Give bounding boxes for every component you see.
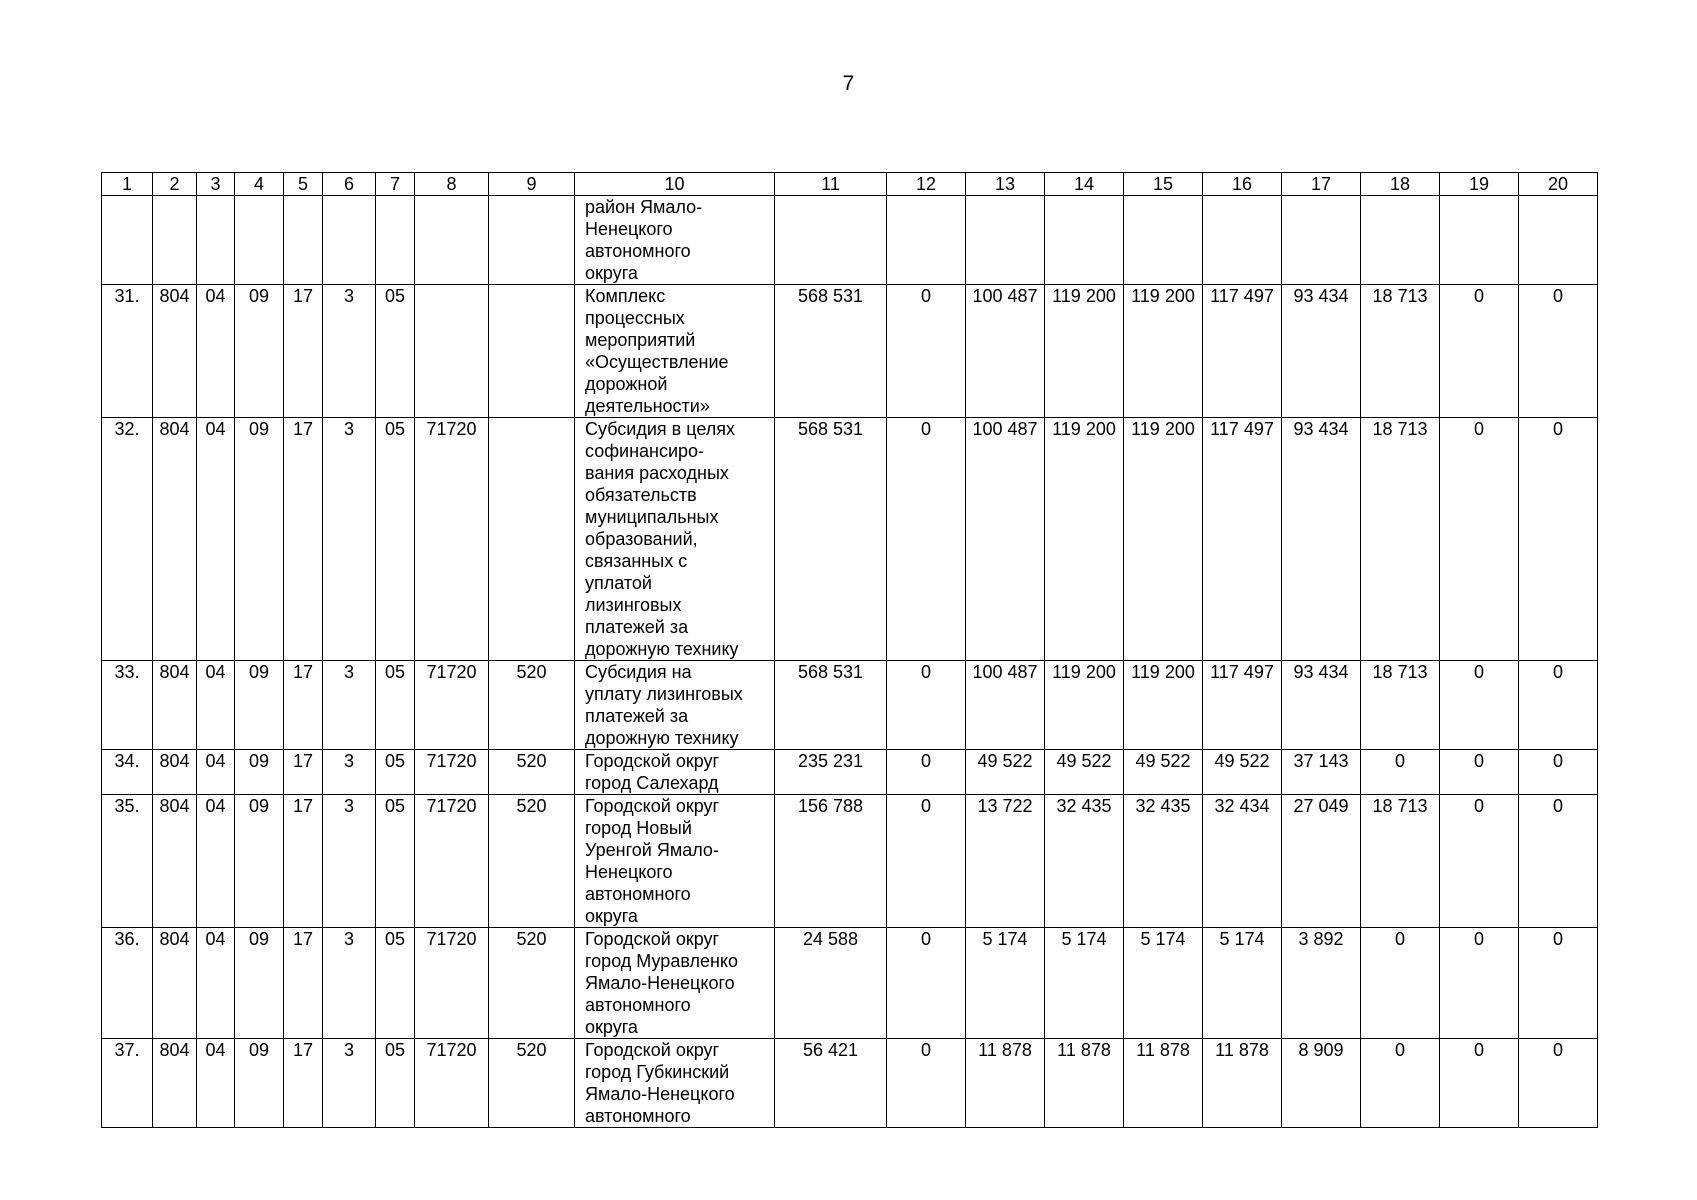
- table-cell-col-1: 33.: [102, 661, 153, 750]
- table-cell-col-10: Городской округ город Салехард: [575, 750, 775, 795]
- table-cell-col-20: 0: [1519, 661, 1598, 750]
- table-cell-col-10: Субсидия в целях софинансиро- вания расходных обязательств муниципальных образований, связанных с уплатой лизинговых платежей за дорожную технику: [575, 418, 775, 661]
- table-cell-col-16: [1203, 196, 1282, 285]
- table-cell-col-1: 35.: [102, 795, 153, 928]
- column-header-7: 7: [376, 173, 415, 196]
- table-cell-col-18: 18 713: [1361, 418, 1440, 661]
- column-header-4: 4: [235, 173, 284, 196]
- table-cell-col-3: 04: [197, 661, 235, 750]
- table-cell-col-14: 49 522: [1045, 750, 1124, 795]
- table-cell-col-11: 568 531: [775, 418, 887, 661]
- table-cell-col-11: 156 788: [775, 795, 887, 928]
- table-cell-col-8: [415, 285, 489, 418]
- table-cell-col-7: 05: [376, 750, 415, 795]
- table-cell-col-10: район Ямало- Ненецкого автономного округа: [575, 196, 775, 285]
- table-cell-col-11: 568 531: [775, 285, 887, 418]
- table-cell-col-14: 5 174: [1045, 928, 1124, 1039]
- table-cell-col-5: [284, 196, 323, 285]
- table-cell-col-12: 0: [887, 285, 966, 418]
- table-cell-col-10: Городской округ город Муравленко Ямало-Ненецкого автономного округа: [575, 928, 775, 1039]
- column-header-12: 12: [887, 173, 966, 196]
- table-cell-col-2: 804: [153, 285, 197, 418]
- table-cell-col-19: [1440, 196, 1519, 285]
- table-cell-col-3: 04: [197, 750, 235, 795]
- table-cell-col-4: 09: [235, 795, 284, 928]
- column-header-5: 5: [284, 173, 323, 196]
- table-cell-col-8: 71720: [415, 928, 489, 1039]
- table-cell-col-14: 32 435: [1045, 795, 1124, 928]
- table-cell-col-14: 119 200: [1045, 418, 1124, 661]
- table-cell-col-6: 3: [323, 750, 376, 795]
- table-cell-col-5: 17: [284, 928, 323, 1039]
- table-cell-col-15: 119 200: [1124, 285, 1203, 418]
- table-cell-col-6: 3: [323, 285, 376, 418]
- table-cell-col-15: 32 435: [1124, 795, 1203, 928]
- table-cell-col-18: 18 713: [1361, 795, 1440, 928]
- table-cell-col-9: 520: [489, 750, 575, 795]
- table-row: [102, 795, 1598, 928]
- table-cell-col-13: 5 174: [966, 928, 1045, 1039]
- table-cell-col-15: 49 522: [1124, 750, 1203, 795]
- table-cell-col-17: 8 909: [1282, 1039, 1361, 1128]
- table-cell-col-4: 09: [235, 750, 284, 795]
- table-cell-col-15: 119 200: [1124, 418, 1203, 661]
- table-cell-col-16: 117 497: [1203, 661, 1282, 750]
- column-header-19: 19: [1440, 173, 1519, 196]
- column-header-18: 18: [1361, 173, 1440, 196]
- table-cell-col-20: 0: [1519, 1039, 1598, 1128]
- column-header-1: 1: [102, 173, 153, 196]
- table-cell-col-15: [1124, 196, 1203, 285]
- table-cell-col-6: 3: [323, 661, 376, 750]
- table-cell-col-17: 3 892: [1282, 928, 1361, 1039]
- table-cell-col-13: 100 487: [966, 418, 1045, 661]
- table-cell-col-17: 93 434: [1282, 661, 1361, 750]
- table-cell-col-1: 34.: [102, 750, 153, 795]
- column-header-15: 15: [1124, 173, 1203, 196]
- table-cell-col-10: Городской округ город Новый Уренгой Ямало- Ненецкого автономного округа: [575, 795, 775, 928]
- table-cell-col-19: 0: [1440, 418, 1519, 661]
- table-cell-col-13: 11 878: [966, 1039, 1045, 1128]
- column-header-13: 13: [966, 173, 1045, 196]
- table-cell-col-8: 71720: [415, 750, 489, 795]
- table-cell-col-3: 04: [197, 1039, 235, 1128]
- table-row: [102, 418, 1598, 661]
- table-cell-col-7: 05: [376, 795, 415, 928]
- table-cell-col-8: 71720: [415, 795, 489, 928]
- table-cell-col-12: 0: [887, 418, 966, 661]
- table-cell-col-7: 05: [376, 418, 415, 661]
- column-header-6: 6: [323, 173, 376, 196]
- table-cell-col-12: 0: [887, 1039, 966, 1128]
- table-cell-col-18: 18 713: [1361, 285, 1440, 418]
- table-cell-col-5: 17: [284, 1039, 323, 1128]
- table-cell-col-16: 32 434: [1203, 795, 1282, 928]
- table-cell-col-3: 04: [197, 418, 235, 661]
- table-cell-col-11: 235 231: [775, 750, 887, 795]
- table-cell-col-18: 0: [1361, 928, 1440, 1039]
- table-cell-col-20: 0: [1519, 285, 1598, 418]
- table-cell-col-19: 0: [1440, 928, 1519, 1039]
- table-cell-col-1: 31.: [102, 285, 153, 418]
- table-cell-col-9: 520: [489, 1039, 575, 1128]
- table-cell-col-3: 04: [197, 928, 235, 1039]
- table-cell-col-8: 71720: [415, 1039, 489, 1128]
- table-cell-col-6: 3: [323, 928, 376, 1039]
- table-cell-col-13: 100 487: [966, 661, 1045, 750]
- table-cell-col-2: 804: [153, 928, 197, 1039]
- table-cell-col-2: 804: [153, 418, 197, 661]
- table-cell-col-13: 13 722: [966, 795, 1045, 928]
- column-header-2: 2: [153, 173, 197, 196]
- budget-table: [101, 172, 1598, 1128]
- table-cell-col-5: 17: [284, 795, 323, 928]
- table-cell-col-5: 17: [284, 661, 323, 750]
- table-cell-col-6: 3: [323, 1039, 376, 1128]
- page-number: 7: [842, 72, 855, 95]
- table-cell-col-5: 17: [284, 285, 323, 418]
- table-cell-col-16: 117 497: [1203, 285, 1282, 418]
- table-cell-col-9: 520: [489, 661, 575, 750]
- table-cell-col-9: [489, 418, 575, 661]
- table-cell-col-7: 05: [376, 1039, 415, 1128]
- column-header-9: 9: [489, 173, 575, 196]
- table-row: [102, 661, 1598, 750]
- table-cell-col-19: 0: [1440, 750, 1519, 795]
- table-cell-col-20: [1519, 196, 1598, 285]
- table-cell-col-12: [887, 196, 966, 285]
- table-cell-col-12: 0: [887, 750, 966, 795]
- table-cell-col-11: 24 588: [775, 928, 887, 1039]
- table-row: [102, 750, 1598, 795]
- table-cell-col-19: 0: [1440, 795, 1519, 928]
- table-cell-col-2: 804: [153, 1039, 197, 1128]
- table-cell-col-15: 5 174: [1124, 928, 1203, 1039]
- table-cell-col-17: 93 434: [1282, 418, 1361, 661]
- table-cell-col-17: 93 434: [1282, 285, 1361, 418]
- table-cell-col-19: 0: [1440, 285, 1519, 418]
- column-header-10: 10: [575, 173, 775, 196]
- column-header-3: 3: [197, 173, 235, 196]
- table-cell-col-15: 11 878: [1124, 1039, 1203, 1128]
- table-cell-col-19: 0: [1440, 661, 1519, 750]
- table-cell-col-20: 0: [1519, 418, 1598, 661]
- table-cell-col-4: 09: [235, 1039, 284, 1128]
- table-cell-col-1: 36.: [102, 928, 153, 1039]
- table-cell-col-20: 0: [1519, 750, 1598, 795]
- table-cell-col-15: 119 200: [1124, 661, 1203, 750]
- table-cell-col-20: 0: [1519, 928, 1598, 1039]
- table-cell-col-17: 27 049: [1282, 795, 1361, 928]
- table-cell-col-18: 0: [1361, 1039, 1440, 1128]
- table-row: [102, 928, 1598, 1039]
- table-cell-col-9: 520: [489, 795, 575, 928]
- table-cell-col-18: [1361, 196, 1440, 285]
- table-cell-col-1: 32.: [102, 418, 153, 661]
- table-cell-col-7: 05: [376, 285, 415, 418]
- table-cell-col-13: [966, 196, 1045, 285]
- table-cell-col-8: [415, 196, 489, 285]
- table-cell-col-13: 100 487: [966, 285, 1045, 418]
- table-cell-col-10: Комплекс процессных мероприятий «Осуществление дорожной деятельности»: [575, 285, 775, 418]
- table-cell-col-19: 0: [1440, 1039, 1519, 1128]
- table-cell-col-2: 804: [153, 750, 197, 795]
- table-cell-col-16: 117 497: [1203, 418, 1282, 661]
- table-cell-col-11: [775, 196, 887, 285]
- table-cell-col-12: 0: [887, 661, 966, 750]
- table-cell-col-6: 3: [323, 418, 376, 661]
- table-cell-col-4: 09: [235, 285, 284, 418]
- table-cell-col-9: 520: [489, 928, 575, 1039]
- table-cell-col-14: 119 200: [1045, 285, 1124, 418]
- table-cell-col-1: 37.: [102, 1039, 153, 1128]
- table-row: [102, 1039, 1598, 1128]
- table-cell-col-4: 09: [235, 418, 284, 661]
- table-cell-col-20: 0: [1519, 795, 1598, 928]
- table-cell-col-5: 17: [284, 750, 323, 795]
- table-cell-col-2: 804: [153, 795, 197, 928]
- table-cell-col-9: [489, 285, 575, 418]
- table-cell-col-10: Городской округ город Губкинский Ямало-Ненецкого автономного: [575, 1039, 775, 1128]
- table-row: [102, 196, 1598, 285]
- table-cell-col-16: 11 878: [1203, 1039, 1282, 1128]
- table-cell-col-2: [153, 196, 197, 285]
- table-cell-col-9: [489, 196, 575, 285]
- table-cell-col-6: 3: [323, 795, 376, 928]
- table-cell-col-8: 71720: [415, 418, 489, 661]
- column-header-11: 11: [775, 173, 887, 196]
- table-cell-col-16: 49 522: [1203, 750, 1282, 795]
- table-row: [102, 285, 1598, 418]
- table-cell-col-14: 119 200: [1045, 661, 1124, 750]
- column-header-16: 16: [1203, 173, 1282, 196]
- table-cell-col-7: [376, 196, 415, 285]
- table-cell-col-2: 804: [153, 661, 197, 750]
- table-cell-col-17: [1282, 196, 1361, 285]
- table-cell-col-4: 09: [235, 928, 284, 1039]
- table-cell-col-13: 49 522: [966, 750, 1045, 795]
- table-cell-col-8: 71720: [415, 661, 489, 750]
- table-cell-col-18: 18 713: [1361, 661, 1440, 750]
- column-header-17: 17: [1282, 173, 1361, 196]
- table-body: [102, 196, 1598, 1128]
- table-cell-col-14: [1045, 196, 1124, 285]
- table-cell-col-11: 56 421: [775, 1039, 887, 1128]
- table-cell-col-3: [197, 196, 235, 285]
- column-header-8: 8: [415, 173, 489, 196]
- table-cell-col-6: [323, 196, 376, 285]
- table-cell-col-11: 568 531: [775, 661, 887, 750]
- column-header-20: 20: [1519, 173, 1598, 196]
- table-cell-col-1: [102, 196, 153, 285]
- table-cell-col-18: 0: [1361, 750, 1440, 795]
- table-cell-col-4: [235, 196, 284, 285]
- table-cell-col-17: 37 143: [1282, 750, 1361, 795]
- table-cell-col-7: 05: [376, 661, 415, 750]
- table-header-row: [102, 173, 1598, 196]
- table-cell-col-5: 17: [284, 418, 323, 661]
- table-cell-col-3: 04: [197, 285, 235, 418]
- table-cell-col-10: Субсидия на уплату лизинговых платежей за дорожную технику: [575, 661, 775, 750]
- table-cell-col-4: 09: [235, 661, 284, 750]
- table-cell-col-3: 04: [197, 795, 235, 928]
- column-header-14: 14: [1045, 173, 1124, 196]
- table-cell-col-14: 11 878: [1045, 1039, 1124, 1128]
- table-cell-col-16: 5 174: [1203, 928, 1282, 1039]
- table-cell-col-12: 0: [887, 928, 966, 1039]
- table-cell-col-7: 05: [376, 928, 415, 1039]
- table-cell-col-12: 0: [887, 795, 966, 928]
